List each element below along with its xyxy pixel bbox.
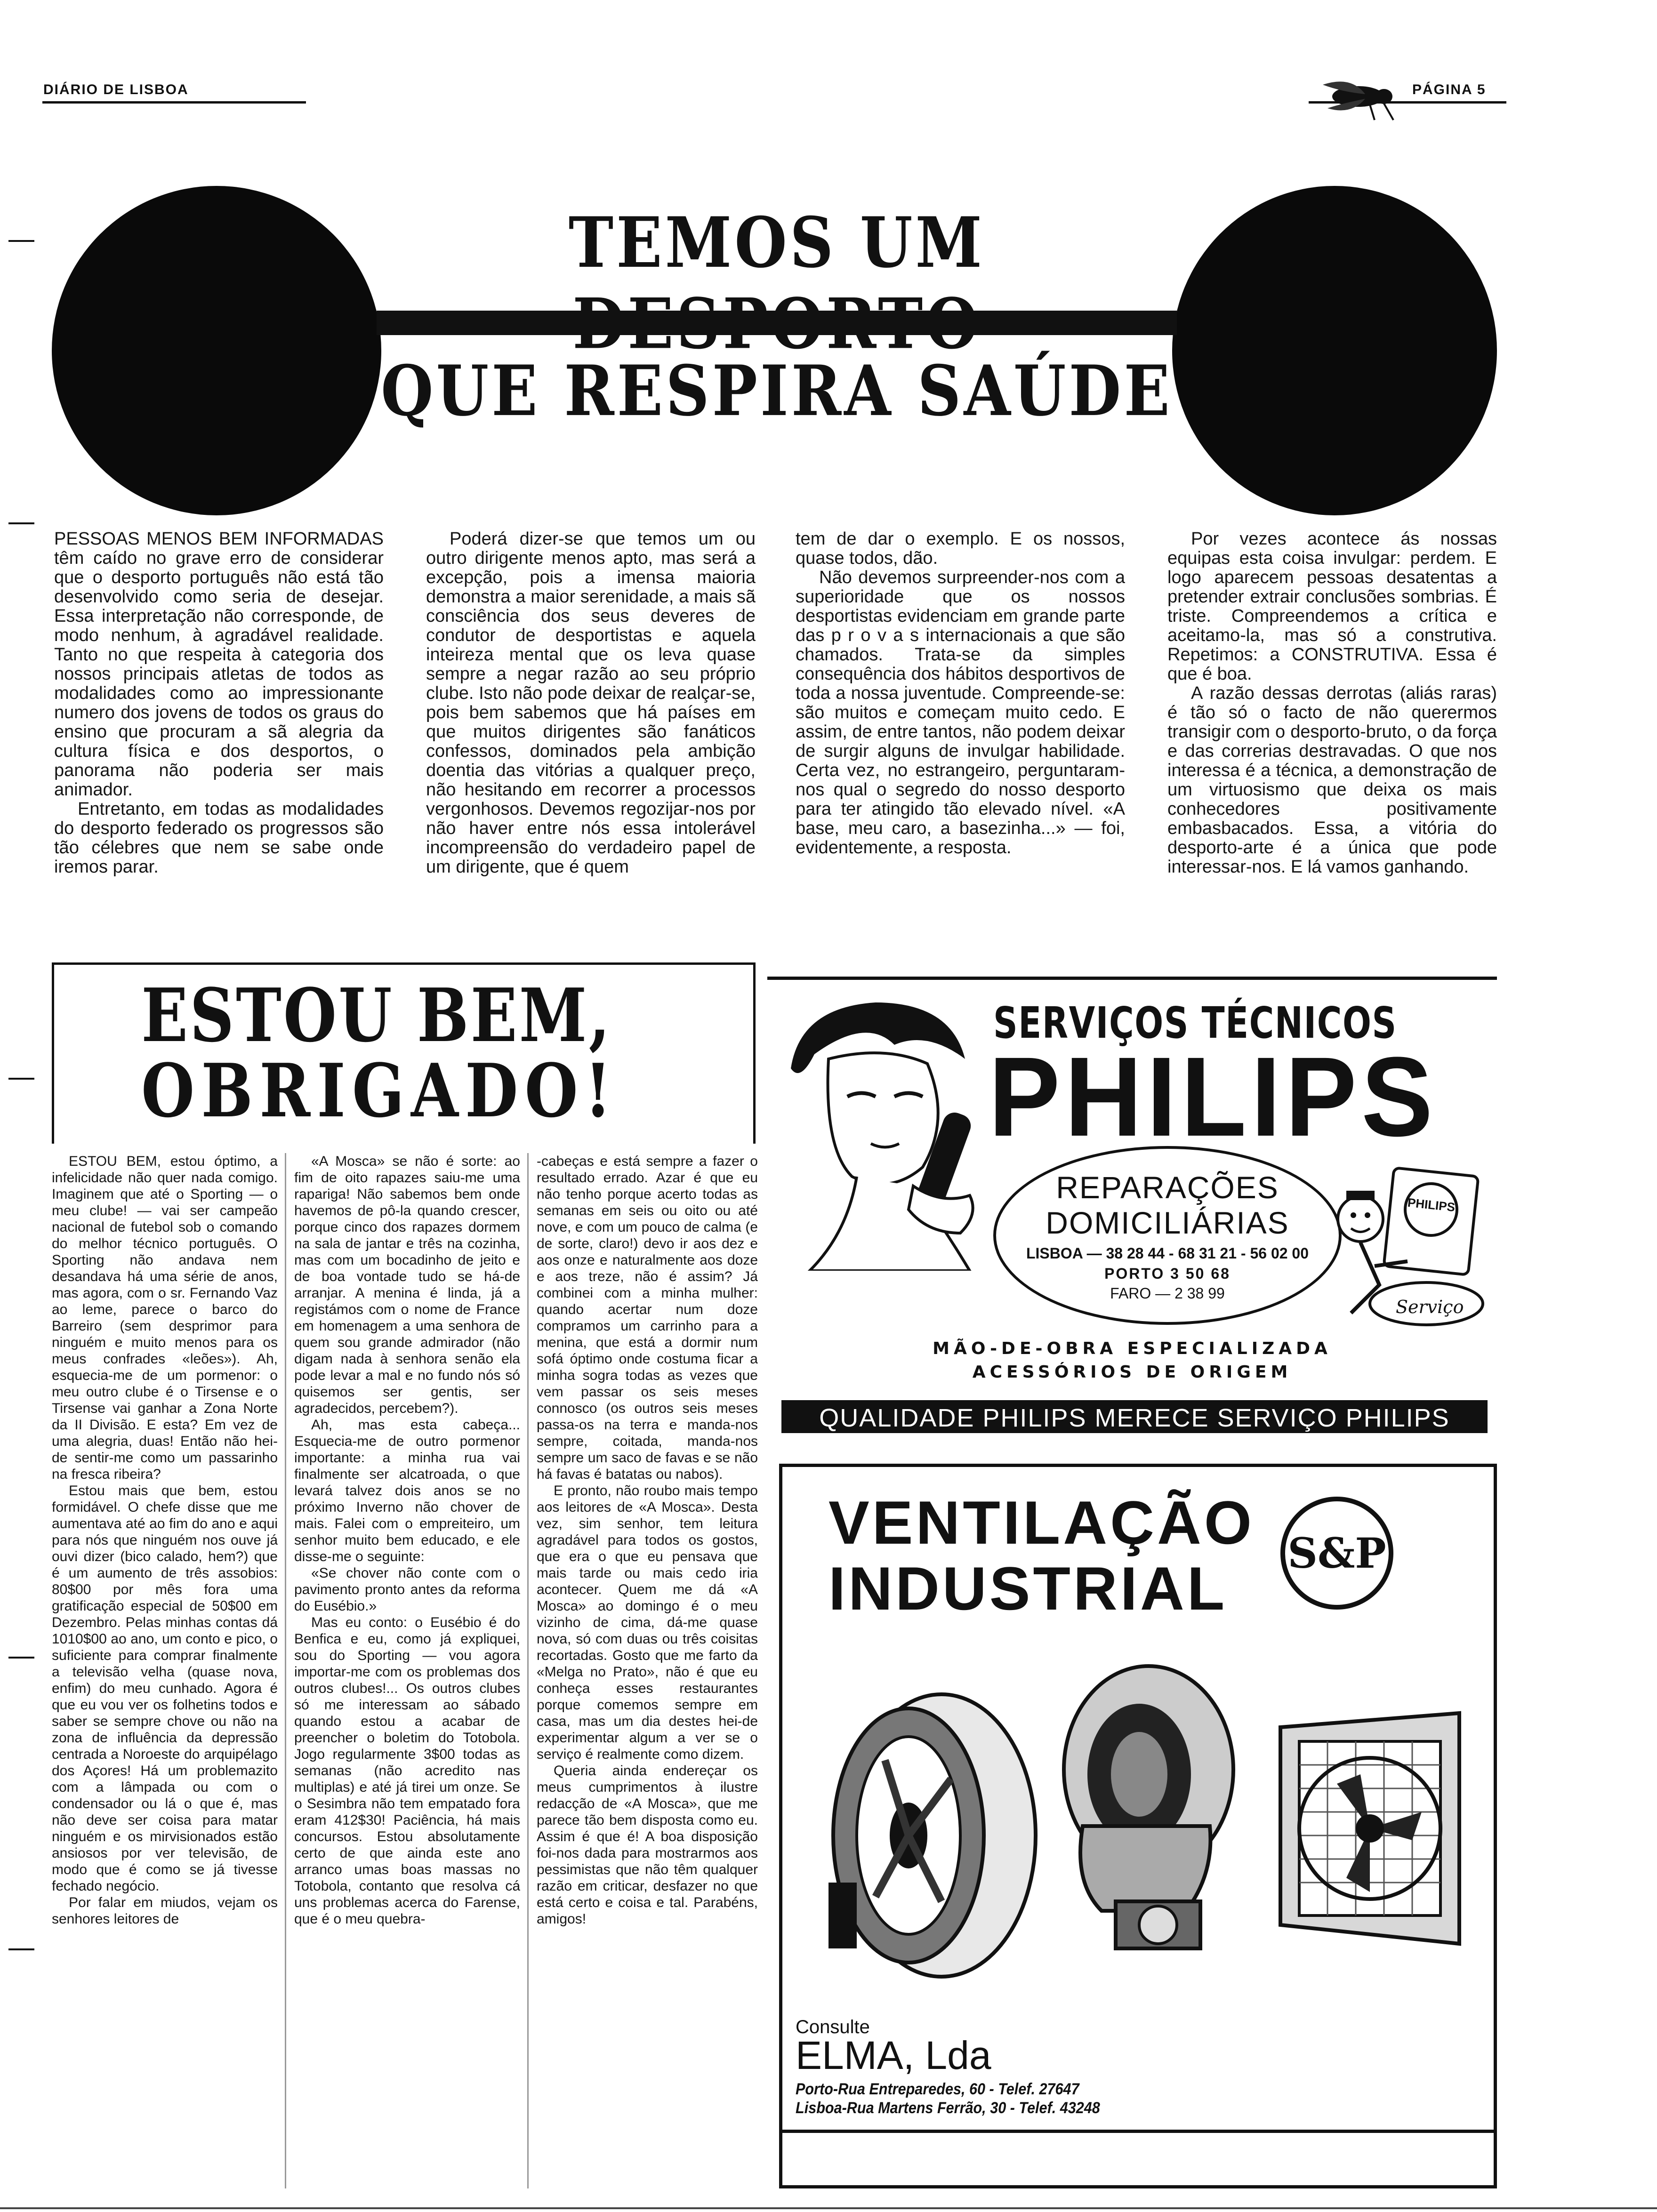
philips-tag-labour: MÃO-DE-OBRA ESPECIALIZADA <box>933 1339 1332 1358</box>
paragraph: A razão dessas derrotas (aliás raras) é tão só o facto de não querermos transigir com o desporto-bruto, o da força e das correrias destravadas. O que nos interessa é a técnica, a demonstração de um virtuosismo que deixa os mais conhecedores positivamente embasbacados. Essa, a vitória do desporto-arte é a única que pode interessar-nos. E lá vamos ganhando. <box>1167 683 1497 877</box>
estou-column-2 <box>294 1153 520 1927</box>
ventilacao-footer-bar <box>779 2130 1497 2188</box>
paragraph: -cabeças e está sempre a fazer o resultado errado. Azar é que eu não tenho porque acerto todas as semanas em seis ou oito ou até nove, e com um pouco de calma (e de sorte, claro!) devo ir aos dez e aos onze e naturalmente aos doze e aos treze, não é assim? Já combinei com a minha mulher: quando acertar num doze compramos um carrinho para a menina, que está a dormir num sofá óptimo onde costuma ficar a minha sogra todas as vezes que vem passar os seis meses connosco (os outros seis meses passa-os na terra e manda-nos sempre, coitada, manda-nos sempre um saco de favas e se não há favas é batatas ou nabos). <box>537 1154 758 1482</box>
headline-line2: QUE RESPIRA SAÚDE <box>381 351 1173 432</box>
margin-mark <box>8 1078 34 1080</box>
margin-mark <box>8 1948 34 1950</box>
philips-brand: PHILIPS <box>989 1034 1438 1160</box>
estou-column-1 <box>52 1153 278 1927</box>
ventilacao-consult: Consulte <box>796 2017 870 2037</box>
philips-repairs-line2: DOMICILIÁRIAS <box>1046 1205 1289 1240</box>
paragraph: «A Mosca» se não é sorte: ao fim de oito rapazes saiu-me uma rapariga! Não sabemos bem onde havemos de pô-la quando crescer, porque cinco dos rapazes dormem na sala de jantar e três na cozinha, mas com um bocadinho de jeito e de boa vontade tudo se há-de arranjar. A menina é linda, já a registámos com o nome de France em homenagem a uma senhora de quem sou grande admirador (não digam nada à senhora senão ela pode levar a mal e no fundo nós só quisemos ser gentis, ser agradecidos, percebem?). <box>294 1154 520 1416</box>
column-divider <box>527 1153 529 2188</box>
paragraph: tem de dar o exemplo. E os nossos, quase todos, dão. <box>796 529 1125 568</box>
paragraph: Por vezes acontece ás nossas equipas esta coisa invulgar: perdem. E logo aparecem pessoas desatentas a pretender extrair conclusões sombrias. É triste. Compreendemos a crítica e aceitamo-la, mas só a construtiva. Repetimos: a CONSTRUTIVA. Essa é que é boa. <box>1167 529 1497 684</box>
woman-on-phone-illustration <box>772 988 1007 1271</box>
column-divider <box>285 1153 286 2188</box>
philips-mascot-script: Serviço <box>1396 1297 1464 1317</box>
sp-logo <box>1280 1497 1393 1610</box>
ventilacao-company: ELMA, Lda <box>796 2033 991 2077</box>
ventilacao-address-lisboa: Lisboa-Rua Martens Ferrão, 30 - Telef. 43248 <box>796 2099 1100 2117</box>
paragraph: Queria ainda endereçar os meus cumprimentos à ilustre redacção de «A Mosca», que me parece tão bem disposta como eu. Assim é que é! A boa disposição foi-nos dada para mostrarmos aos pessimistas que não têm qualquer razão em criticar, desfazer no que está certo e coisa e tal. Parabéns, amigos! <box>537 1763 758 1927</box>
philips-quality-banner-text: QUALIDADE PHILIPS MERECE SERVIÇO PHILIPS <box>819 1404 1450 1432</box>
paragraph: Mas eu conto: o Eusébio é do Benfica e eu, como já expliquei, sou do Sporting — vou agora importar-me com os problemas dos outros clubes!... Os outros clubes só me interessam ao sábado quando estou a acabar de preencher o boletim do Totobola. Jogo regularmente 3$00 todas as semanas (não acredito nas multiplas) e até já tirei um onze. Se o Sesimbra não tem empatado fora eram 412$30! Paciência, há mais concursos. Estou absolutamente certo de que ainda este ano arranco umas boas massas no Totobola, contanto que resolva cá uns problemas acerca do Farense, que é o meu quebra- <box>294 1615 520 1927</box>
philips-repairs-line1: REPARAÇÕES <box>1056 1170 1279 1205</box>
article-column-1 <box>54 529 384 877</box>
paragraph: PESSOAS MENOS BEM INFORMADAS têm caído no grave erro de considerar que o desporto português não está tão desenvolvido como seria de desejar. Essa interpretação não corresponde, de modo nenhum, à agradável realidade. Tanto no que respeita à categoria dos nossos principais atletas de todos as modalidades como ao impressionante numero dos jovens de todos os graus do ensino que procuram a sã alegria da cultura física e dos desportos, o panorama não poderia ser mais animador. <box>54 529 384 800</box>
paragraph: Poderá dizer-se que temos um ou outro dirigente menos apto, mas será a excepção, pois a imensa maioria demonstra a maior serenidade, a mais sã consciência dos seus deveres de condutor de desportistas e aquela inteireza mental que os leva quase sempre a negar razão ao seu próprio clube. Isto não pode deixar de realçar-se, pois bem sabemos que há países em que muitos dirigentes são fanáticos confessos, dominados pela ambição doentia das vitórias a qualquer preço, não hesitando em recorrer a processos vergonhosos. Devemos regozijar-nos por não haver entre nós essa intolerável incompreensão do verdadeiro papel de um dirigente, que é quem <box>426 529 756 877</box>
philips-phone-lisboa: LISBOA — 38 28 44 - 68 31 21 - 56 02 00 <box>1026 1245 1309 1262</box>
ventilacao-line1: VENTILAÇÃO <box>828 1488 1255 1557</box>
header-rule <box>42 101 306 104</box>
philips-tag-parts: ACESSÓRIOS DE ORIGEM <box>972 1362 1292 1382</box>
margin-mark <box>8 1657 34 1659</box>
headline-line1: TEMOS UM <box>568 202 985 284</box>
black-disc-left <box>52 186 381 515</box>
paragraph: «Se chover não conte com o pavimento pronto antes da reforma do Eusébio.» <box>294 1565 520 1614</box>
article-column-3 <box>796 529 1125 858</box>
ventilacao-line2: INDUSTRIAL <box>828 1554 1228 1623</box>
philips-mascot-label: PHILIPS <box>1407 1195 1456 1215</box>
paragraph: Ah, mas esta cabeça... Esquecia-me de outro pormenor importante: a minha rua vai finalmente ser alcatroada, o que levará talvez dois anos se no próximo Inverno não chover de mais. Falei com o empreiteiro, um senhor muito bem educado, e ele disse-me o seguinte: <box>294 1417 520 1564</box>
bottom-rule <box>0 2207 1657 2209</box>
paragraph: ESTOU BEM, estou óptimo, a infelicidade não quer nada comigo. Imaginem que até o Sporting — o meu clube! — vai ser campeão nacional de futebol sob o comando do melhor técnico português. O Sporting não andava nem desandava há uma série de anos, mas agora, com o sr. Fernando Vaz ao leme, parece o barco do Barreiro (sem desprimor para ninguém e muito menos para os meus confrades «leões»). Ah, esquecia-me de um pormenor: o meu outro clube é o Tirsense e o Tirsense vai ganhar a Zona Norte da II Divisão. E esta? Em vez de uma alegria, duas! Então não hei-de sentir-me como um passarinho na fresca ribeira? <box>52 1154 278 1482</box>
ventilacao-address-porto: Porto-Rua Entreparedes, 60 - Telef. 27647 <box>796 2080 1079 2098</box>
centrifugal-blower-illustration <box>1045 1647 1252 1967</box>
estou-bem-headline-line2: OBRIGADO! <box>141 1047 618 1134</box>
paragraph: Entretanto, em todas as modalidades do desporto federado os progressos são tão célebres que nem se sabe onde iremos parar. <box>54 799 384 877</box>
wall-fan-illustration <box>1271 1708 1469 1953</box>
margin-mark <box>8 522 34 524</box>
philips-services-title: SERVIÇOS TÉCNICOS <box>993 998 1397 1048</box>
sp-logo-text: S&P <box>1287 1529 1386 1578</box>
estou-bem-headline-line1: ESTOU BEM, <box>141 972 612 1059</box>
fly-icon <box>1313 71 1408 122</box>
headline-bar <box>377 311 1177 335</box>
paragraph: Não devemos surpreender-nos com a superioridade que os nossos desportistas evidenciam em grande parte das p r o v a s internacionais a que são chamados. Trata-se da simples consequência dos hábitos desportivos de toda a nossa juventude. Compreende-se: são muitos e começam muito cedo. E assim, de entre tantos, não podem deixar de surgir alguns de invulgar habilidade. Certa vez, no estrangeiro, perguntaram-nos qual o segredo do nosso desporto para ter atingido tão elevado nível. «A base, meu caro, a basezinha...» — foi, evidentemente, a resposta. <box>796 568 1125 858</box>
paragraph: Por falar em miudos, vejam os senhores leitores de <box>52 1895 278 1927</box>
philips-phone-porto: PORTO 3 50 68 <box>1104 1265 1231 1282</box>
estou-column-3 <box>537 1153 758 1927</box>
margin-mark <box>8 240 34 242</box>
article-column-4 <box>1167 529 1497 877</box>
black-disc-right <box>1172 186 1497 515</box>
article-column-2 <box>426 529 756 877</box>
philips-phone-faro: FARO — 2 38 99 <box>1110 1285 1225 1302</box>
paragraph: Estou mais que bem, estou formidável. O chefe disse que me aumentava até ao fim do ano e aqui para nós que ninguém nos ouve já ouvi dizer (bico calado, hem?) que é um aumento de três assobios: 80$00 por mês fora uma gratificação especial de 50$00 em Dezembro. Pelas minhas contas dá 1010$00 ao ano, um conto e pico, o suficiente para comprar finalmente a televisão velha (quase nova, enfim) do meu cunhado. Agora é que eu vou ver os folhetins todos e saber se sempre chove ou não na zona de influência da depressão centrada a Noroeste do arquipélago dos Açores! Há um problemazito com a lâmpada ou com o condensador ou lá o que é, mas não deve ser coisa para matar ninguém e os mirvisionados estão ansiosos por ver televisão, de modo que é como se já tivesse fechado negócio. <box>52 1483 278 1894</box>
newspaper-name: DIÁRIO DE LISBOA <box>43 82 189 97</box>
axial-fan-illustration <box>800 1675 1045 1996</box>
page-number: PÁGINA 5 <box>1412 82 1486 97</box>
paragraph: E pronto, não roubo mais tempo aos leitores de «A Mosca». Desta vez, sim senhor, tem leitura agradável para todos os gostos, que era o que eu pensava que mais tarde ou mais cedo iria acontecer. Quem me dá «A Mosca» ao domingo é o meu vizinho de cima, dá-me quase nova, só com duas ou três coisitas recortadas. Gosto que me farto da «Melga no Prato», não é que eu conheça esses restaurantes porque comemos sempre em casa, mas um dia destes hei-de experimentar algum a ver se o serviço é realmente como dizem. <box>537 1483 758 1762</box>
